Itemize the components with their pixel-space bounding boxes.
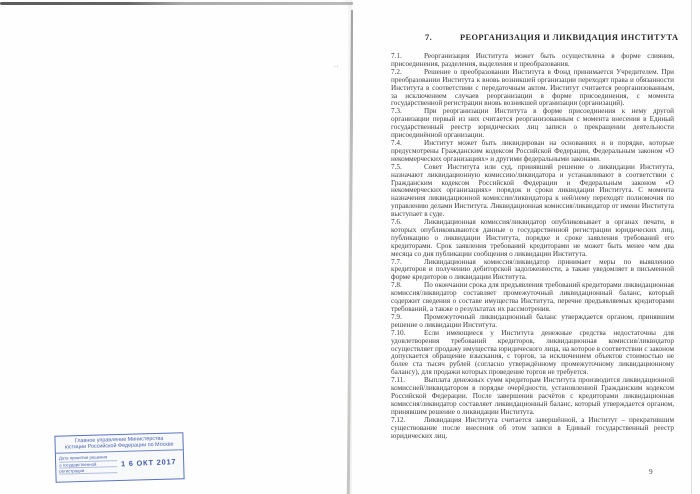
paragraph-text: Ликвидационная комиссия/ликвидатор опубликовывает в органах печати, в которых опубликовываются данные о государственной регистрации юридических лиц, публикацию о ликвидации Института, порядке и сроке заявления требований его кредиторами. Срок заявления требований кредиторами не может быть менее чем два месяца со дня публикации сообщения о ликвидации Института. <box>391 218 674 258</box>
stamp-caption-line2: о государственной <box>59 461 117 469</box>
paragraph-number: 7.9. <box>391 312 402 321</box>
paragraph-number: 7.7. <box>391 257 402 266</box>
paragraph <box>391 330 674 377</box>
stamp-authority-line1: Главное управление Министерства <box>74 435 164 445</box>
paragraph <box>391 417 674 441</box>
paragraph <box>391 140 674 164</box>
right-page <box>353 0 700 494</box>
paragraph-text: Промежуточный ликвидационный баланс утверждается органом, принявшим решение о ликвидации Института. <box>391 312 674 329</box>
paragraph-number: 7.10. <box>391 328 406 337</box>
paragraph <box>391 219 674 259</box>
paragraph-number: 7.5. <box>391 162 402 171</box>
paragraph <box>391 164 674 219</box>
paragraph-text: По окончании срока для предъявления требований кредиторами ликвидационная комиссия/ликвидатор составляет промежуточный ликвидационный баланс, который содержит сведения о составе имущества Института, перечне предъявляемых кредиторами требований, а также о результатах их рассмотрения. <box>391 281 674 313</box>
paragraph-text: Совет Института или суд, принявший решение о ликвидации Института, назначают ликвидационную комиссию/ликвидатора и устанавливают в соответствии с Гражданским кодексом Российской Федерации и Федеральным законом «О некоммерческих организациях» порядок и сроки ликвидации Института. С момента назначения ликвидационной комиссии/ликвидатора к ней/нему переходят полномочия по управлению делами Института. Ликвидационная комиссия/ликвидатор от имени Института выступает в суде. <box>391 162 674 219</box>
paragraph <box>391 377 674 417</box>
paragraph-number: 7.6. <box>391 218 402 227</box>
section-number: 7. <box>425 33 433 42</box>
page-right-edge <box>691 0 692 494</box>
left-page <box>0 5 348 494</box>
paragraph-text: Ликвидация Института считается завершённой, а Институт – прекратившим существование после внесения об этом записи в Единый государственный реестр юридических лиц. <box>391 415 674 440</box>
paragraph-text: Ликвидационная комиссия/ликвидатор принимает меры по выявлению кредиторов и получению дебиторской задолженности, а также уведомляет в письменной форме кредиторов о ликвидации Института. <box>391 257 674 282</box>
paragraph-number: 7.8. <box>391 281 402 290</box>
stamp-body <box>56 451 184 475</box>
page-number: 9 <box>649 468 653 476</box>
paragraph-text: Если имеющиеся у Института денежные средства недостаточны для удовлетворения требований кредиторов, ликвидационная комиссия/ликвидатор осуществляет продажу имущества юридического лица, на которое в соответствии с законом допускается обращение взыскания, с торгов, за исключением объектов стоимостью не более ста тысяч рублей (согласно утверждённому промежуточному ликвидационному балансу), для продажи которых проведение торгов не требуется. <box>391 328 674 377</box>
paragraph-number: 7.3. <box>391 107 402 116</box>
paragraph <box>391 314 674 330</box>
stamp-caption-line1: Дата принятия решения <box>59 454 117 462</box>
paragraph-text: Выплата денежных сумм кредиторам Института производится ликвидационной комиссией/ликвидатором в порядке очерёдности, установленной Гражданским кодексом Российской Федерации. После завершения расчётов с кредиторами ликвидационная комиссия/ликвидатор составляет ликвидационный баланс, который утверждается органом, принявшим решение о ликвидации Института. <box>391 376 674 416</box>
stamp-caption-line3: регистрации <box>59 467 117 475</box>
paragraph-text: При реорганизации Института в форме присоединения к нему другой организации первый из них считается реорганизованным с момента внесения в Единый государственный реестр юридических лиц записи о прекращении деятельности присоединённой организации. <box>391 107 674 140</box>
section-title-text: РЕОРГАНИЗАЦИЯ И ЛИКВИДАЦИЯ ИНСТИТУТА <box>460 33 679 42</box>
paragraph-number: 7.12. <box>391 415 406 424</box>
stamp-date: 1 6 ОКТ 2017 <box>120 457 177 469</box>
paragraph <box>391 53 674 69</box>
scan-artifact: .. <box>334 61 340 69</box>
registration-stamp <box>54 432 184 483</box>
paragraph-number: 7.4. <box>391 138 402 147</box>
paragraph-text: Решение о преобразовании Института в Фонд принимается Учредителем. При преобразовании Института к вновь возникшей организации переходят права и обязанности Института в соответствии с передаточным актом. Институт считается реорганизованным, за исключением случаев реорганизации в форме присоединения, с момента государственной регистрации вновь возникшей организации (организаций). <box>391 67 674 108</box>
paragraph-number: 7.2. <box>391 67 402 76</box>
paragraph <box>391 259 674 283</box>
paragraph <box>391 108 674 140</box>
paragraph-number: 7.1. <box>391 52 402 60</box>
paragraph-text: Реорганизация Института может быть осуществлена в форме слияния, присоединения, разделения, выделения и преобразования. <box>391 52 674 68</box>
section-title <box>425 33 700 42</box>
document-body <box>391 53 674 440</box>
paragraph-number: 7.11. <box>391 376 406 385</box>
stamp-authority-line2: юстиции Российской Федерации по Москве <box>64 441 174 451</box>
stamp-caption <box>59 454 117 474</box>
paragraph <box>391 69 674 109</box>
paragraph <box>391 282 674 314</box>
paragraph-text: Институт может быть ликвидирован на основаниях и в порядке, которые предусмотрены Гражданским кодексом Российской Федерации, Федеральным законом «О некоммерческих организациях» и другими федеральными законами. <box>391 138 674 163</box>
